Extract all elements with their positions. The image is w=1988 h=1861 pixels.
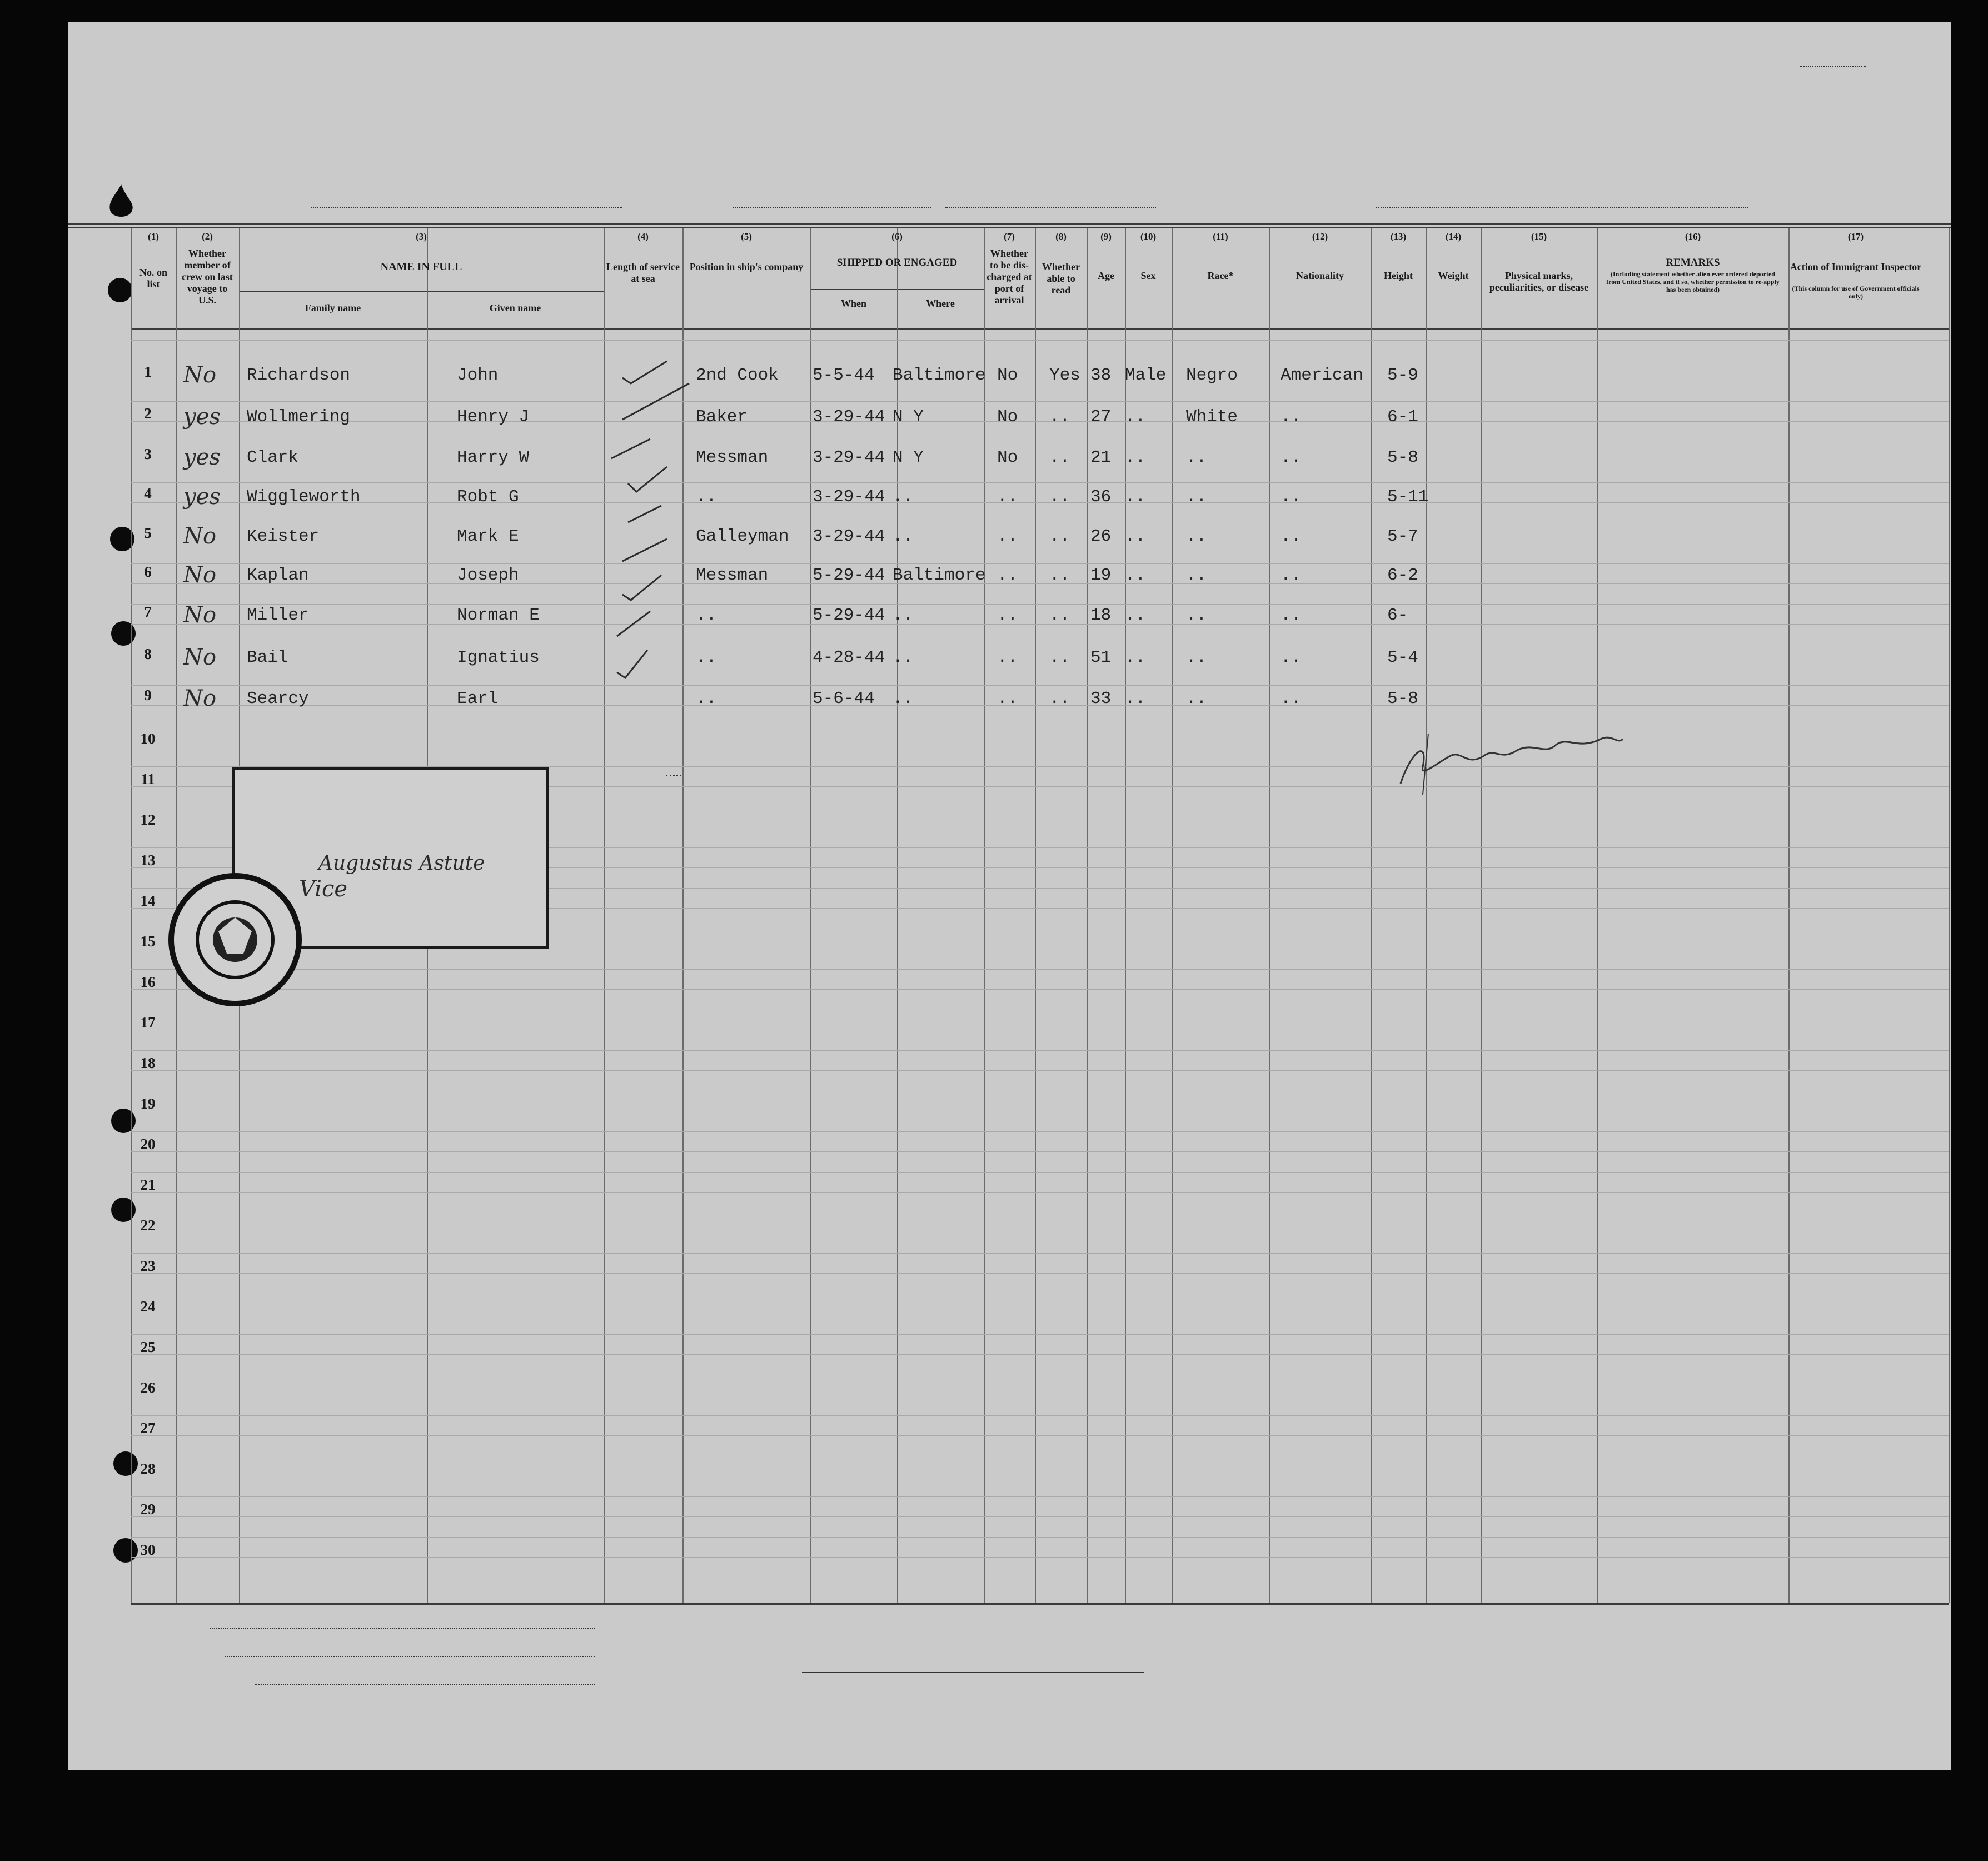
column-subheader: When: [840, 298, 866, 309]
nationality-cell: ..: [1281, 606, 1302, 625]
row-guide: [131, 1334, 1949, 1335]
nationality-cell: American: [1281, 366, 1363, 385]
column-number: (15): [1531, 231, 1547, 242]
race-cell: Negro: [1186, 366, 1238, 385]
row-guide: [131, 705, 1949, 706]
sex-cell: ..: [1125, 407, 1146, 427]
given-name-cell: Earl: [457, 689, 499, 709]
family-name-cell: Wollmering: [247, 407, 351, 427]
last-voyage-cell: yes: [183, 404, 221, 430]
row-number: 9: [144, 687, 152, 704]
position-cell: 2nd Cook: [696, 366, 779, 385]
column-rule: [1481, 228, 1482, 1603]
row-number: 29: [140, 1501, 156, 1518]
consul-signature: Augustus Astute: [318, 852, 485, 875]
printing-office: [143, 214, 156, 221]
column-number: (7): [1004, 231, 1015, 242]
column-number: (12): [1312, 231, 1328, 242]
age-cell: 21: [1090, 448, 1112, 467]
column-rule: [810, 228, 811, 1603]
given-name-cell: Ignatius: [457, 648, 540, 667]
column-rule: [1269, 228, 1270, 1603]
nationality-cell: ..: [1281, 689, 1302, 709]
age-cell: 18: [1090, 606, 1112, 625]
shipped-where-cell: ..: [893, 648, 914, 667]
height-cell: 6-2: [1387, 566, 1418, 585]
column-subheader: Given name: [489, 302, 541, 313]
row-guide: [131, 989, 1949, 990]
table-top-rule-2: [68, 227, 1951, 228]
race-cell: ..: [1186, 566, 1207, 585]
row-number: 25: [140, 1339, 156, 1355]
name-group-rule: [239, 291, 604, 292]
height-cell: 6-: [1387, 606, 1408, 625]
row-number: 20: [140, 1136, 156, 1152]
column-number: (3): [416, 231, 427, 242]
height-cell: 5-4: [1387, 648, 1418, 667]
row-guide: [131, 502, 1949, 503]
shipped-when-cell: 3-29-44: [813, 407, 885, 427]
consulate-seal: [166, 870, 305, 1009]
height-cell: 5-11: [1387, 487, 1429, 507]
row-guide: [131, 1516, 1949, 1517]
column-rule: [604, 228, 605, 1603]
row-number: 27: [140, 1420, 156, 1436]
discharged-cell: ..: [997, 527, 1018, 546]
shipped-when-cell: 5-5-44: [813, 366, 875, 385]
row-guide: [131, 1151, 1949, 1152]
position-cell: Baker: [696, 407, 748, 427]
height-cell: 6-1: [1387, 407, 1418, 427]
length-of-service-checkmarks: [606, 350, 706, 706]
row-guide: [131, 1131, 1949, 1132]
column-header: Whether member of crew on last voyage to U.S.: [182, 248, 233, 306]
row-number: 21: [140, 1176, 156, 1193]
column-number: (2): [202, 231, 213, 242]
column-header-note: (This column for use of Government officials only): [1792, 285, 1920, 300]
row-number: 14: [140, 892, 156, 909]
given-name-cell: Mark E: [457, 527, 519, 546]
last-voyage-cell: yes: [183, 484, 221, 510]
shipped-when-cell: 3-29-44: [813, 527, 885, 546]
vessel-underline: [311, 207, 622, 208]
footer-agents-field: [255, 1684, 595, 1685]
column-header: Whether able to read: [1042, 261, 1080, 296]
column-header: Nationality: [1296, 270, 1344, 281]
column-number: (6): [891, 231, 903, 242]
nationality-cell: ..: [1281, 487, 1302, 507]
nationality-cell: ..: [1281, 407, 1302, 427]
sex-cell: Male: [1125, 366, 1167, 385]
sex-cell: ..: [1125, 606, 1146, 625]
discharged-cell: ..: [997, 648, 1018, 667]
height-cell: 5-8: [1387, 689, 1418, 709]
sheet-number-field: [1800, 66, 1866, 67]
shipped-where-cell: ..: [893, 689, 914, 709]
arriving-underline: [733, 207, 931, 208]
row-guide: [131, 624, 1949, 625]
age-cell: 19: [1090, 566, 1112, 585]
shipped-where-cell: ..: [893, 527, 914, 546]
family-name-cell: Kaplan: [247, 566, 309, 585]
age-cell: 33: [1090, 689, 1112, 709]
given-name-cell: Joseph: [457, 566, 519, 585]
row-guide: [131, 604, 1949, 605]
column-header: Whether to be dis-charged at port of arrival: [986, 248, 1032, 306]
row-number: 17: [140, 1014, 156, 1031]
row-number: 4: [144, 485, 152, 502]
discharged-cell: ..: [997, 606, 1018, 625]
column-number: (17): [1847, 231, 1864, 242]
age-cell: 26: [1090, 527, 1112, 546]
shipped-where-cell: ..: [893, 606, 914, 625]
shipped-where-cell: ..: [893, 487, 914, 507]
column-header: Height: [1384, 270, 1413, 281]
age-cell: 51: [1090, 648, 1112, 667]
nationality-cell: ..: [1281, 448, 1302, 467]
row-guide: [131, 1070, 1949, 1071]
department-name: [133, 56, 322, 64]
row-number: 28: [140, 1460, 156, 1477]
column-subheader: Family name: [305, 302, 361, 313]
column-rule: [984, 228, 985, 1603]
row-number: 30: [140, 1541, 156, 1558]
column-rule: [1371, 228, 1372, 1603]
position-cell: ..: [696, 648, 717, 667]
shipped-when-cell: 3-29-44: [813, 448, 885, 467]
last-voyage-cell: No: [183, 686, 217, 711]
closing-statement: [666, 747, 681, 775]
given-name-cell: Norman E: [457, 606, 540, 625]
position-cell: Messman: [696, 448, 769, 467]
discharged-cell: No: [997, 366, 1018, 385]
row-guide: [131, 1253, 1949, 1254]
last-voyage-cell: No: [183, 562, 217, 588]
shipped-where-cell: N Y: [893, 407, 924, 427]
column-header: Sex: [1140, 270, 1156, 281]
row-guide: [131, 482, 1949, 483]
shipped-when-cell: 3-29-44: [813, 487, 885, 507]
race-cell: ..: [1186, 448, 1207, 467]
race-cell: ..: [1186, 689, 1207, 709]
row-number: 22: [140, 1217, 156, 1234]
shipped-when-cell: 5-6-44: [813, 689, 875, 709]
row-guide: [131, 563, 1949, 564]
row-guide: [131, 1537, 1949, 1538]
date-underline: [945, 207, 1156, 208]
column-rule: [1087, 228, 1088, 1603]
column-number: (9): [1100, 231, 1112, 242]
age-cell: 36: [1090, 487, 1112, 507]
height-cell: 5-8: [1387, 448, 1418, 467]
race-cell: White: [1186, 407, 1238, 427]
position-cell: ..: [696, 606, 717, 625]
row-number: 23: [140, 1258, 156, 1274]
row-number: 19: [140, 1095, 156, 1112]
column-rule: [131, 228, 132, 1603]
row-guide: [131, 1415, 1949, 1416]
row-guide: [131, 421, 1949, 422]
sex-cell: ..: [1125, 487, 1146, 507]
shipped-when-cell: 4-28-44: [813, 648, 885, 667]
row-number: 13: [140, 852, 156, 869]
column-number: (5): [741, 231, 752, 242]
family-name-cell: Bail: [247, 648, 288, 667]
row-number: 10: [140, 730, 156, 747]
last-voyage-cell: No: [183, 645, 217, 670]
column-rule: [1172, 228, 1173, 1603]
able-to-read-cell: ..: [1049, 606, 1070, 625]
able-to-read-cell: ..: [1049, 487, 1070, 507]
able-to-read-cell: ..: [1049, 689, 1070, 709]
last-voyage-cell: No: [183, 602, 217, 628]
family-name-cell: Keister: [247, 527, 320, 546]
shipped-where-cell: Baltimore: [893, 566, 986, 585]
position-cell: Galleyman: [696, 527, 789, 546]
vice-handwritten: Vice: [299, 876, 348, 902]
row-number: 16: [140, 974, 156, 990]
row-number: 24: [140, 1298, 156, 1315]
position-cell: Messman: [696, 566, 769, 585]
footer-line-field: [210, 1628, 595, 1629]
race-cell: ..: [1186, 606, 1207, 625]
discharged-cell: ..: [997, 487, 1018, 507]
sex-cell: ..: [1125, 448, 1146, 467]
inspector-signature: [1389, 717, 1634, 800]
column-header: Race*: [1207, 270, 1234, 281]
column-number: (1): [148, 231, 159, 242]
race-cell: ..: [1186, 487, 1207, 507]
discharged-cell: ..: [997, 689, 1018, 709]
column-number: (10): [1140, 231, 1157, 242]
column-rule: [1426, 228, 1427, 1603]
race-cell: ..: [1186, 527, 1207, 546]
row-guide: [131, 685, 1949, 686]
row-guide: [131, 969, 1949, 970]
column-rule: [1788, 228, 1790, 1603]
row-guide: [131, 340, 1949, 341]
row-guide: [131, 1496, 1949, 1497]
column-header: Weight: [1438, 270, 1469, 281]
table-top-rule: [68, 223, 1951, 225]
last-voyage-cell: yes: [183, 445, 221, 470]
last-voyage-cell: No: [183, 362, 217, 388]
header-bottom-rule: [131, 328, 1949, 330]
column-header: Physical marks, peculiarities, or disease: [1489, 270, 1589, 293]
column-rule: [1949, 228, 1950, 1603]
table-bottom-rule: [131, 1603, 1949, 1605]
column-number: (11): [1213, 231, 1228, 242]
row-guide: [131, 1273, 1949, 1274]
column-header: Age: [1098, 270, 1114, 281]
able-to-read-cell: Yes: [1049, 366, 1080, 385]
row-number: 11: [141, 771, 155, 787]
crew-count: [666, 747, 681, 776]
nationality-cell: ..: [1281, 648, 1302, 667]
discharged-cell: ..: [997, 566, 1018, 585]
column-header: No. on list: [139, 267, 167, 290]
given-name-cell: Henry J: [457, 407, 530, 427]
row-number: 18: [140, 1055, 156, 1071]
age-cell: 38: [1090, 366, 1112, 385]
family-name-cell: Miller: [247, 606, 309, 625]
row-number: 5: [144, 525, 152, 541]
column-header: NAME IN FULL: [380, 261, 462, 273]
column-header: REMARKS: [1666, 257, 1720, 268]
family-name-cell: Clark: [247, 448, 299, 467]
column-number: (13): [1390, 231, 1407, 242]
shipped-when-cell: 5-29-44: [813, 606, 885, 625]
nationality-cell: ..: [1281, 566, 1302, 585]
column-number: (14): [1445, 231, 1462, 242]
row-guide: [131, 1050, 1949, 1051]
shipped-where-cell: N Y: [893, 448, 924, 467]
column-number: (16): [1685, 231, 1701, 242]
column-header: Position in ship's company: [689, 261, 804, 272]
height-cell: 5-9: [1387, 366, 1418, 385]
given-name-cell: John: [457, 366, 499, 385]
row-guide: [131, 1557, 1949, 1558]
row-guide: [131, 401, 1949, 402]
age-cell: 27: [1090, 407, 1112, 427]
given-name-cell: Harry W: [457, 448, 530, 467]
sex-cell: ..: [1125, 527, 1146, 546]
shipped-where-cell: Baltimore: [893, 366, 986, 385]
row-number: 1: [144, 363, 152, 380]
sex-cell: ..: [1125, 648, 1146, 667]
shipped-when-cell: 5-29-44: [813, 566, 885, 585]
column-subheader: Where: [926, 298, 955, 309]
family-name-cell: Wiggleworth: [247, 487, 361, 507]
column-number: (4): [637, 231, 649, 242]
discharged-cell: No: [997, 407, 1018, 427]
column-number: (8): [1055, 231, 1067, 242]
row-guide: [131, 1354, 1949, 1355]
sex-cell: ..: [1125, 566, 1146, 585]
row-guide: [131, 583, 1949, 584]
discharged-cell: No: [997, 448, 1018, 467]
column-rule: [1597, 228, 1598, 1603]
nationality-cell: ..: [1281, 527, 1302, 546]
position-cell: ..: [696, 487, 717, 507]
position-cell: ..: [696, 689, 717, 709]
row-number: 12: [140, 811, 156, 828]
able-to-read-cell: ..: [1049, 407, 1070, 427]
last-voyage-cell: No: [183, 523, 217, 549]
row-number: 8: [144, 646, 152, 662]
able-to-read-cell: ..: [1049, 448, 1070, 467]
able-to-read-cell: ..: [1049, 648, 1070, 667]
row-number: 3: [144, 446, 152, 462]
row-guide: [131, 1192, 1949, 1193]
column-header: Length of service at sea: [606, 261, 680, 284]
column-header: Action of Immigrant Inspector: [1790, 261, 1922, 272]
family-name-cell: Richardson: [247, 366, 351, 385]
row-number: 26: [140, 1379, 156, 1396]
ink-blot: [104, 182, 138, 222]
port-underline: [1376, 207, 1748, 208]
height-cell: 5-7: [1387, 527, 1418, 546]
able-to-read-cell: ..: [1049, 566, 1070, 585]
inspector-signature-line: [802, 1672, 1144, 1673]
column-header: SHIPPED OR ENGAGED: [836, 257, 958, 268]
column-rule: [1125, 228, 1126, 1603]
family-name-cell: Searcy: [247, 689, 309, 709]
row-guide: [131, 1172, 1949, 1173]
row-number: 7: [144, 603, 152, 620]
column-header-note: (Including statement whether alien ever ordered deported from United States, and if so, whether permission to re-apply has been obtained): [1606, 270, 1780, 293]
row-number: 6: [144, 563, 152, 580]
row-number: 2: [144, 405, 152, 422]
row-number: 15: [140, 933, 156, 950]
given-name-cell: Robt G: [457, 487, 519, 507]
race-cell: ..: [1186, 648, 1207, 667]
row-guide: [131, 1435, 1949, 1436]
sex-cell: ..: [1125, 689, 1146, 709]
punch-hole: [108, 278, 132, 302]
able-to-read-cell: ..: [1049, 527, 1070, 546]
footer-owners-field: [225, 1656, 595, 1657]
column-rule: [1035, 228, 1036, 1603]
